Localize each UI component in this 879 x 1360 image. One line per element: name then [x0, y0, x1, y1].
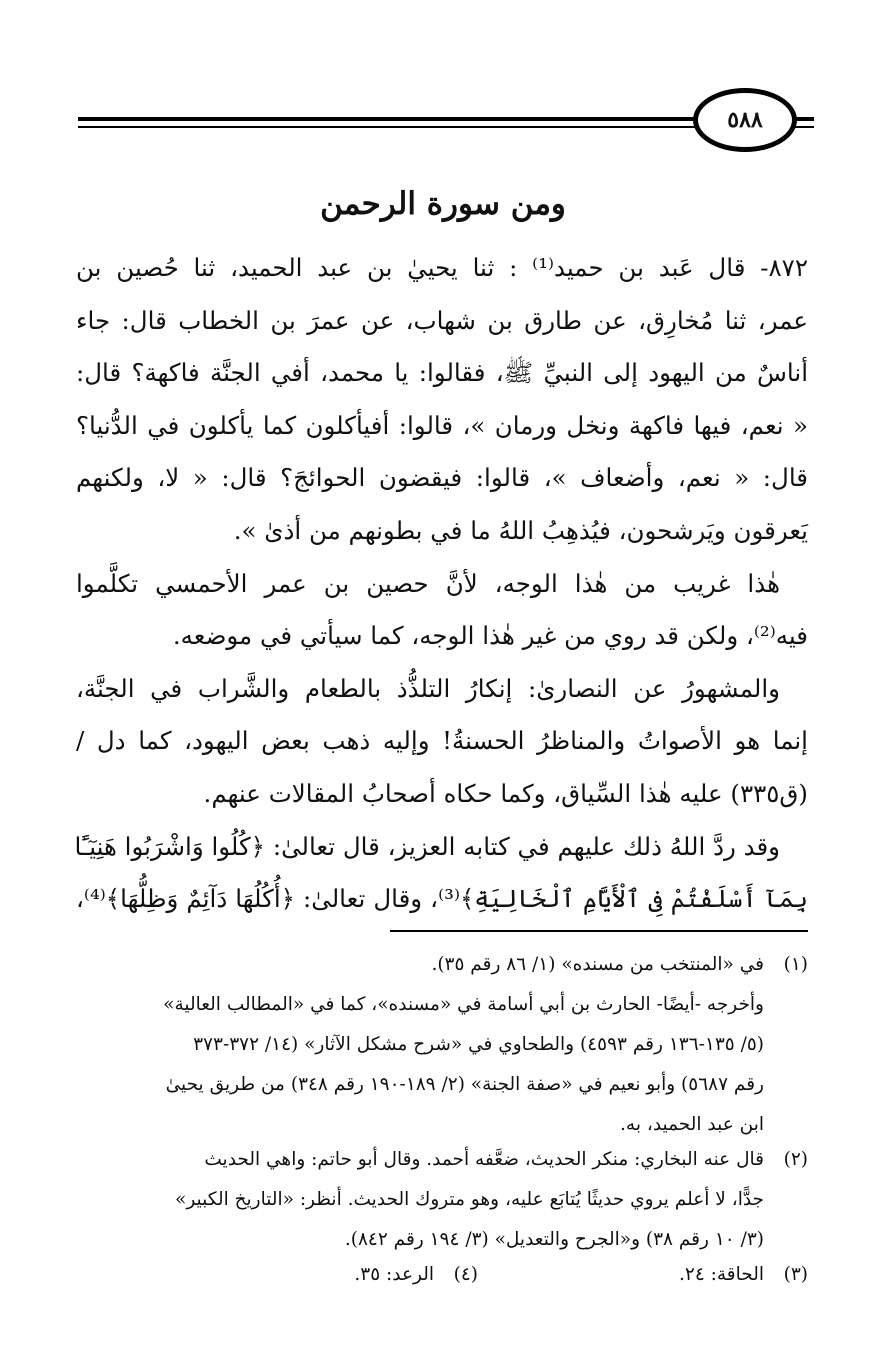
footnote-text: في «المنتخب من مسنده» (١/ ٨٦ رقم ٣٥).: [431, 954, 764, 975]
text-line-content: يَعرقون ويَرشحون، فيُذهِبُ اللهُ ما في بطونهم من أذىٰ ».: [233, 515, 808, 545]
footnote-line: [76, 985, 808, 1025]
footnote-line: [76, 1105, 808, 1145]
footnote-text: قال عنه البخاري: منكر الحديث، ضعَّفه أحمد. وقال أبو حاتم: واهي الحديث: [204, 1149, 764, 1170]
footnote-text: جدًّا، لا أعلم يروي حديثًا يُتابَع عليه، وهو متروك الحديث. أنظر: «التاريخ الكبير»: [175, 1189, 764, 1210]
text-line-content: أناسٌ من اليهود إلى النبيِّ ﷺ، فقالوا: يا محمد، أفي الجنَّة فاكهة؟ قال:: [76, 358, 808, 388]
text-line: [76, 768, 808, 821]
footnote-text: (٥/ ١٣٥-١٣٦ رقم ٤٥٩٣) والطحاوي في «شرح مشكل الآثار» (١٤/ ٣٧٢-٣٧٣: [193, 1034, 764, 1055]
text-line-content: هٰذا غريب من هٰذا الوجه، لأنَّ حصين بن عمر الأحمسي تكلَّموا: [76, 568, 780, 598]
main-text: [76, 242, 808, 926]
section-title: ومن سورة الرحمن: [320, 186, 566, 222]
text-line: [76, 452, 808, 505]
text-line: [76, 821, 808, 874]
text-line: [76, 400, 808, 453]
text-line: [76, 610, 808, 663]
text-line-content: « نعم، فيها فاكهة ونخل ورمان »، قالوا: أفيأكلون كما يأكلون في الدُّنيا؟: [76, 410, 808, 440]
text-line-content: قال: « نعم، وأضعاف »، قالوا: فيقضون الحوائجَ؟ قال: « لا، ولكنهم: [76, 463, 808, 493]
text-line-content: عمر، ثنا مُخارِق، عن طارق بن شهاب، عن عمرَ بن الخطاب قال: جاء: [76, 305, 808, 335]
text-line: [76, 505, 808, 558]
footnote-separator: [390, 930, 808, 932]
footnote-1: [76, 945, 808, 1145]
text-line-content: وقد ردَّ اللهُ ذلك عليهم في كتابه العزيز، قال تعالىٰ: ﴿كُلُوا وَاشْرَبُوا هَنِيٓـًٔا: [74, 831, 780, 861]
footnote-line: [76, 1180, 808, 1220]
text-line: [76, 873, 808, 926]
text-line: [76, 295, 808, 348]
footnote-4: (٤)الرعد: ٣٥.: [354, 1264, 478, 1285]
footnote-line: [76, 1140, 808, 1180]
footnote-line: [76, 1065, 808, 1105]
footnote-number: (٢): [783, 1149, 808, 1170]
footnote-text: ابن عبد الحميد، به.: [620, 1114, 764, 1135]
page-number: ٥٨٨: [693, 88, 797, 152]
footnote-text: وأخرجه -أيضًا- الحارث بن أبي أسامة في «مسنده»، كما في «المطالب العالية»: [163, 994, 764, 1015]
footnote-line: [76, 945, 808, 985]
text-line-content: (ق٣٣٥) عليه هٰذا السِّياق، وكما حكاه أصحابُ المقالات عنهم.: [203, 778, 808, 808]
text-line-content: ٨٧٢- قال عَبد بن حميد⁽¹⁾ : ثنا يحييٰ بن عبد الحميد، ثنا حُصين بن: [76, 253, 808, 282]
header-rule: [78, 117, 696, 121]
text-line-content: فيه⁽²⁾، ولكن قد روي من غير هٰذا الوجه، كما سيأتي في موضعه.: [172, 621, 808, 651]
footnote-2: [76, 1140, 808, 1260]
footnote-3: (٣)الحاقة: ٢٤.: [679, 1264, 808, 1285]
text-line-content: بِمَآ أَسْلَفْتُمْ فِى ٱلْأَيَّامِ ٱلْخَالِيَةِ﴾⁽³⁾، وقال تعالىٰ: ﴿أُكُلُهَا دَآئِمٌ وَظِلُّهَا﴾⁽⁴⁾،: [76, 884, 808, 914]
footnote-text: رقم ٥٦٨٧) وأبو نعيم في «صفة الجنة» (٢/ ١٨٩-١٩٠ رقم ٣٤٨) من طريق يحيىٰ: [165, 1074, 764, 1095]
footnote-number: (١): [783, 954, 808, 975]
footnote-text: (٣/ ١٠ رقم ٣٨) و«الجرح والتعديل» (٣/ ١٩٤ رقم ٨٤٢).: [344, 1229, 764, 1250]
text-line: [76, 558, 808, 611]
text-line: [76, 347, 808, 400]
text-line-content: والمشهورُ عن النصارىٰ: إنكارُ التلذُّذ بالطعام والشَّراب في الجنَّة،: [76, 673, 780, 703]
text-line: [76, 242, 808, 295]
footnote-line: [76, 1220, 808, 1260]
text-line: [76, 663, 808, 716]
footnote-row-3-4: [76, 1255, 808, 1295]
footnote-line: [76, 1025, 808, 1065]
header-rule: [78, 126, 696, 128]
text-line-content: إنما هو الأصواتُ والمناظرُ الحسنةُ! وإليه ذهب بعض اليهود، كما دل /: [76, 726, 808, 756]
text-line: [76, 715, 808, 768]
